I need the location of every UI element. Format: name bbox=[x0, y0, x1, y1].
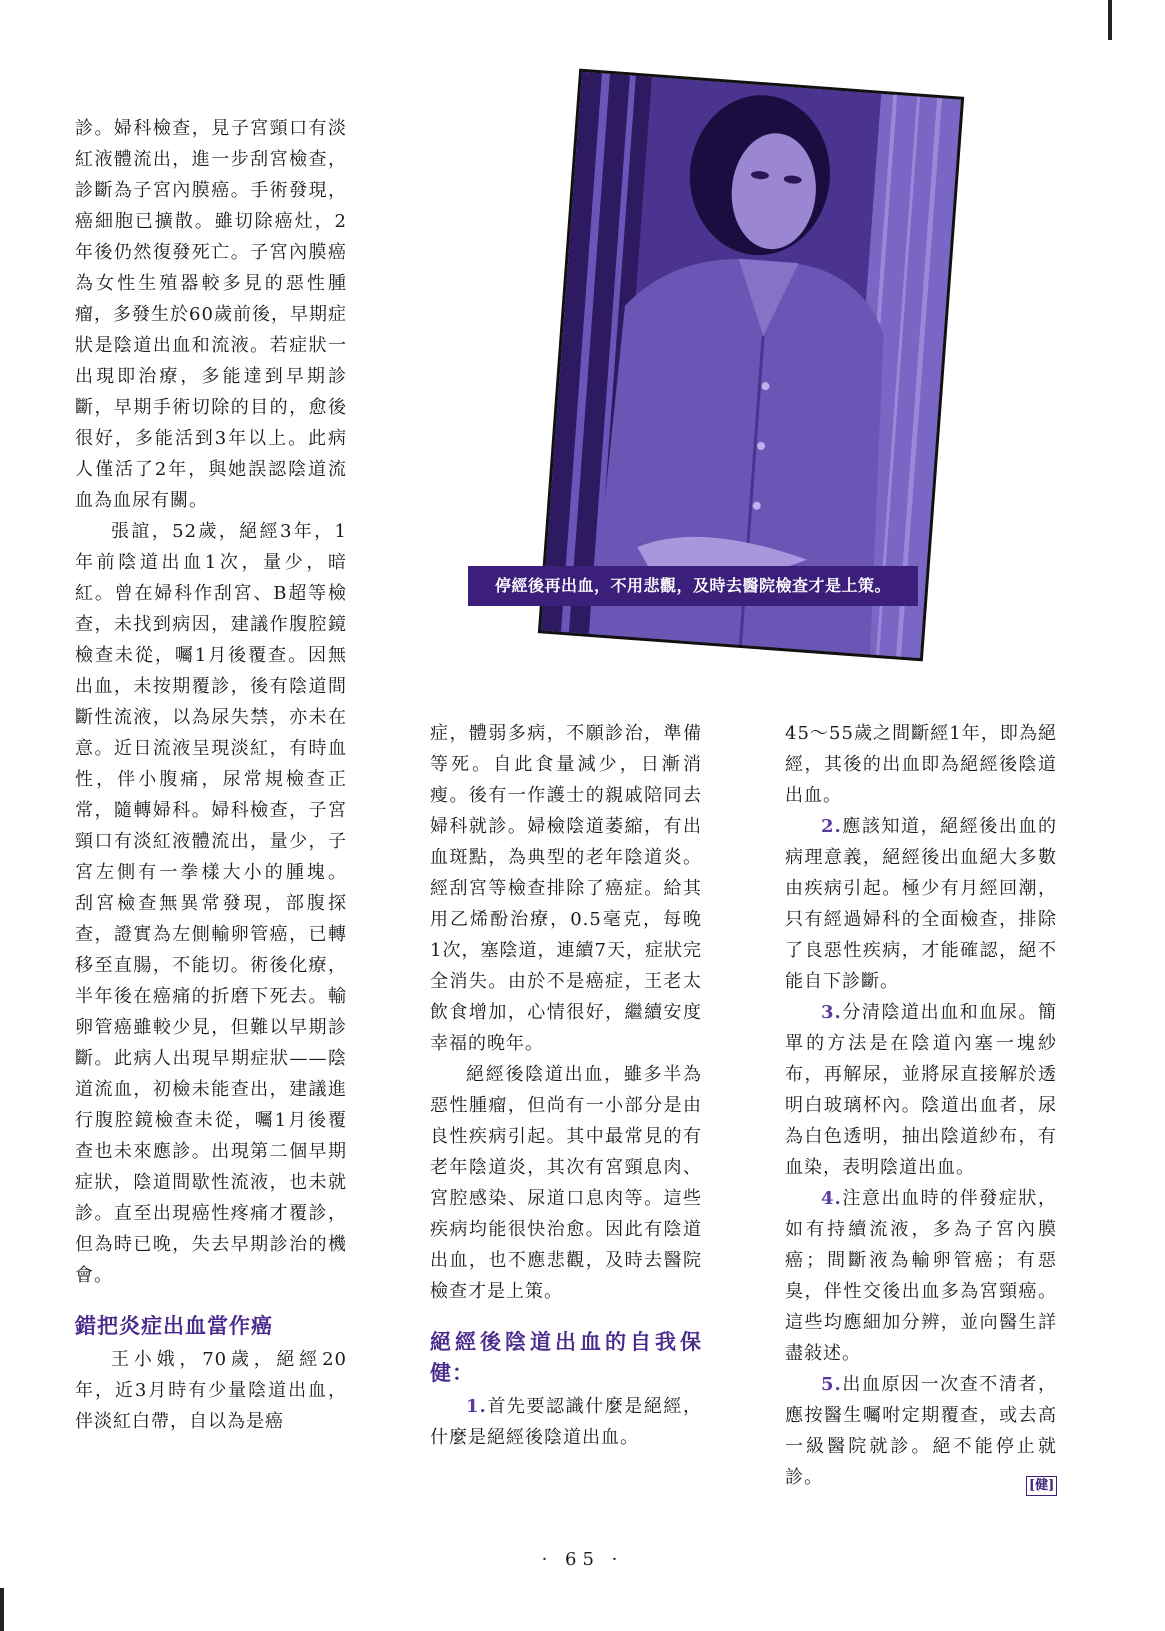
item-text: 分清陰道出血和血尿。簡單的方法是在陰道內塞一塊紗布，再解尿，並將尿直接解於透明白玻璃杯內。陰道出血者，尿為白色透明，抽出陰道紗布，有血染，表明陰道出血。 bbox=[785, 1002, 1057, 1178]
end-mark-logo: [健] bbox=[1026, 1476, 1057, 1496]
article-column-2 bbox=[430, 718, 702, 1453]
col2-paragraph-1: 症，體弱多病，不願診治，準備等死。自此食量減少，日漸消瘦。後有一作護士的親戚陪同去婦科就診。婦檢陰道萎縮，有出血斑點，為典型的老年陰道炎。經刮宮等檢查排除了癌症。給其用乙烯酚治療，0.5毫克，每晚1次，塞陰道，連續7天，症狀完全消失。由於不是癌症，王老太飲食增加，心情很好，繼續安度幸福的晚年。 bbox=[430, 723, 702, 1054]
item-text: 應該知道，絕經後出血的病理意義，絕經後出血絕大多數由疾病引起。極少有月經回潮，只有經過婦科的全面檢查，排除了良惡性疾病，才能確認，絕不能自下診斷。 bbox=[785, 816, 1057, 992]
col3-item-4 bbox=[785, 1183, 1057, 1369]
col2-item-1 bbox=[430, 1391, 702, 1453]
col3-item-5 bbox=[785, 1369, 1057, 1493]
page-number: · 65 · bbox=[541, 1549, 624, 1570]
col1-paragraph-3: 王小娥，70歲，絕經20年，近3月時有少量陰道出血，伴淡紅白帶，自以為是癌 bbox=[75, 1349, 347, 1432]
item-number: 3. bbox=[821, 1002, 842, 1023]
col3-item-3 bbox=[785, 997, 1057, 1183]
scan-corner-mark-left bbox=[0, 1588, 4, 1631]
col1-paragraph-2: 張誼，52歲，絕經3年，1年前陰道出血1次，量少，暗紅。曾在婦科作刮宮、B超等檢查，未找到病因，建議作腹腔鏡檢查未從，囑1月後覆查。因無出血，未按期覆診，後有陰道間斷性流液，以為尿失禁，亦未在意。近日流液呈現淡紅，有時血性，伴小腹痛，尿常規檢查正常，隨轉婦科。婦科檢查，子宮頸口有淡紅液體流出，量少，子宮左側有一拳樣大小的腫塊。 刮宮檢查無異常發現，部腹探查，證實為左側輸卵管癌，已轉移至直腸，不能切。術後化療，半年後在癌痛的折磨下死去。輸卵管癌雖較少見，但難以早期診斷。此病人出現早期症狀——陰道流血，初檢未能查出，建議進行腹腔鏡檢查未從，囑1月後覆查也未來應診。出現第二個早期症狀，陰道間歇性流液，也未就診。直至出現癌性疼痛才覆診，但為時已晚，失去早期診治的機會。 bbox=[75, 521, 347, 1286]
item-text: 首先要認識什麼是絕經，什麼是絕經後陰道出血。 bbox=[430, 1396, 702, 1448]
col3-intro: 45～55歲之間斷經1年，即為絕經，其後的出血即為絕經後陰道出血。 bbox=[785, 723, 1057, 806]
col3-item-2 bbox=[785, 811, 1057, 997]
col1-paragraph-1: 診。婦科檢查，見子宮頸口有淡紅液體流出，進一步刮宮檢查，診斷為子宮內膜癌。手術發現，癌細胞已擴散。雖切除癌灶，2年後仍然復發死亡。子宮內膜癌為女性生殖器較多見的惡性腫瘤，多發生於60歲前後，早期症狀是陰道出血和流液。若症狀一出現即治療，多能達到早期診斷，早期手術切除的目的，愈後很好，多能活到3年以上。此病人僅活了2年，與她誤認陰道流血為血尿有關。 bbox=[75, 118, 347, 511]
item-text: 出血原因一次查不清者，應按醫生囑咐定期覆查，或去高一級醫院就診。絕不能停止就診。 bbox=[785, 1374, 1057, 1488]
item-number: 1. bbox=[466, 1396, 487, 1417]
item-number: 4. bbox=[821, 1188, 842, 1209]
section-heading-self-care: 絕經後陰道出血的自我保健： bbox=[430, 1330, 702, 1385]
article-column-3 bbox=[785, 718, 1057, 1493]
article-column-1 bbox=[75, 113, 347, 1437]
item-number: 5. bbox=[821, 1374, 842, 1395]
item-text: 注意出血時的伴發症狀，如有持續流液，多為子宮內膜癌；間斷液為輸卵管癌；有惡臭，伴性交後出血多為宮頸癌。這些均應細加分辨，並向醫生詳盡敍述。 bbox=[785, 1188, 1057, 1364]
scan-corner-mark-right bbox=[1108, 0, 1112, 40]
col2-paragraph-2: 絕經後陰道出血，雖多半為惡性腫瘤，但尚有一小部分是由良性疾病引起。其中最常見的有老年陰道炎，其次有宮頸息肉、宮腔感染、尿道口息肉等。這些疾病均能很快治愈。因此有陰道出血，也不應悲觀，及時去醫院檢查才是上策。 bbox=[430, 1064, 702, 1302]
item-number: 2. bbox=[821, 816, 842, 837]
section-heading-inflammation: 錯把炎症出血當作癌 bbox=[75, 1314, 273, 1338]
photo-caption: 停經後再出血，不用悲觀，及時去醫院檢查才是上策。 bbox=[468, 566, 918, 606]
